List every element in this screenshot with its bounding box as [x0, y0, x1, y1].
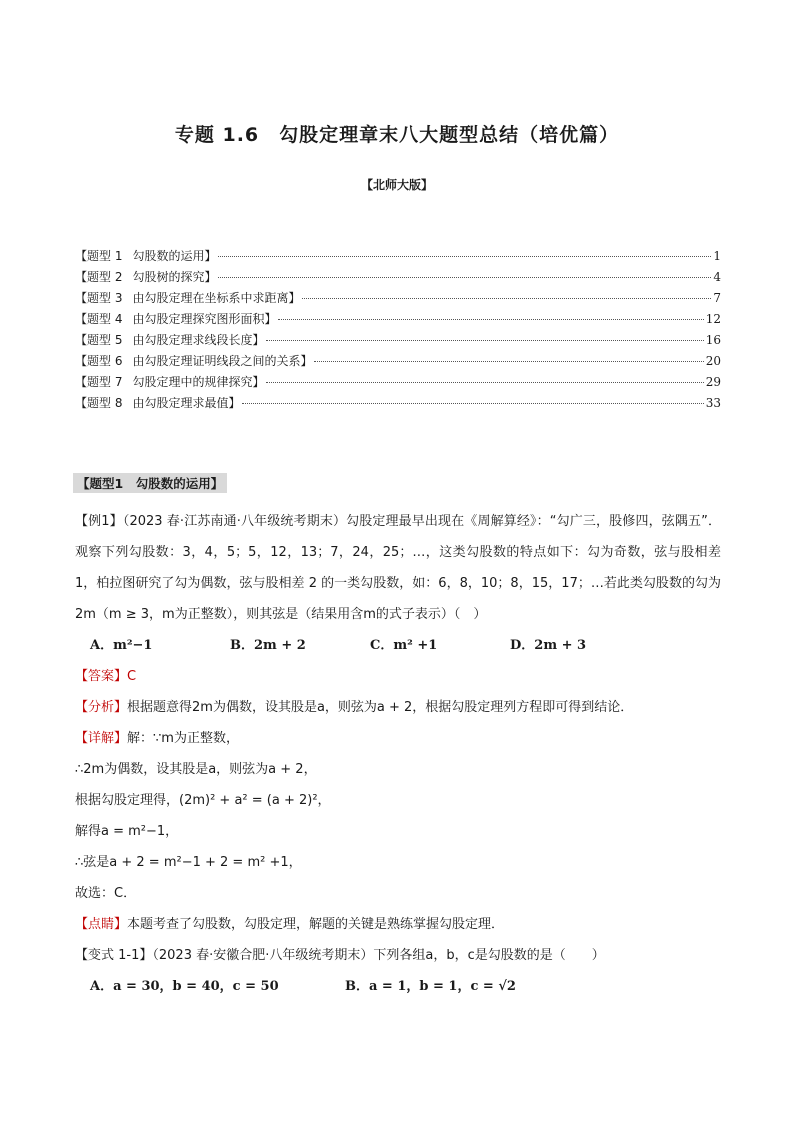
toc-leader	[218, 277, 711, 278]
option-d: D．2m + 3	[510, 638, 587, 653]
example-options	[75, 630, 721, 661]
variant-text: （2023 春·安徽合肥·八年级统考期末）下列各组a，b，c是勾股数的是（ ）	[152, 948, 605, 963]
example-label: 【例1】	[75, 514, 123, 529]
answer-line	[75, 661, 721, 692]
toc-page-number: 1	[713, 249, 721, 263]
toc-page-number: 20	[705, 354, 721, 368]
variant-question	[75, 940, 721, 971]
section-heading: 【题型1 勾股数的运用】	[73, 473, 227, 493]
analysis-line	[75, 692, 721, 723]
toc-entry[interactable]	[75, 373, 721, 394]
toc-page-number: 4	[713, 270, 721, 284]
answer-value: C	[127, 669, 137, 684]
toc-label: 【题型 7 勾股定理中的规律探究】	[75, 375, 265, 389]
variant-options	[75, 971, 721, 1002]
toc-entry[interactable]	[75, 268, 721, 289]
toc-page-number: 29	[705, 375, 721, 389]
edition-subtitle: 【北师大版】	[360, 178, 433, 192]
comment-label: 【点睛】	[75, 917, 128, 932]
toc-leader	[302, 298, 711, 299]
problem-body	[75, 506, 721, 1002]
option-b: B．a = 1，b = 1，c = √2	[345, 979, 516, 994]
toc-leader	[266, 340, 703, 341]
toc-leader	[266, 382, 703, 383]
example-question	[75, 506, 721, 630]
option-b: B．2m + 2	[230, 638, 306, 653]
detail-line	[75, 723, 721, 754]
toc-label: 【题型 6 由勾股定理证明线段之间的关系】	[75, 354, 313, 368]
page-title: 专题 1.6 勾股定理章末八大题型总结（培优篇）	[174, 124, 620, 146]
detail-line: 解得a = m²−1，	[75, 824, 179, 839]
toc-label: 【题型 4 由勾股定理探究图形面积】	[75, 312, 277, 326]
toc-leader	[314, 361, 703, 362]
variant-label: 【变式 1-1】	[75, 948, 153, 963]
detail-text: 解：∵m为正整数，	[127, 731, 239, 746]
analysis-label: 【分析】	[75, 700, 128, 715]
toc-leader	[278, 319, 703, 320]
toc-entry[interactable]	[75, 310, 721, 331]
toc-label: 【题型 8 由勾股定理求最值】	[75, 396, 241, 410]
analysis-text: 根据题意得2m为偶数，设其股是a，则弦为a + 2，根据勾股定理列方程即可得到结论．	[127, 700, 634, 715]
toc-entry[interactable]	[75, 289, 721, 310]
detail-line: 故选：C．	[75, 886, 137, 901]
detail-line: ∴弦是a + 2 = m²−1 + 2 = m² +1，	[75, 855, 302, 870]
toc-page-number: 16	[705, 333, 721, 347]
toc-leader	[242, 403, 703, 404]
toc-label: 【题型 1 勾股数的运用】	[75, 249, 217, 263]
toc-page-number: 12	[705, 312, 721, 326]
toc-label: 【题型 2 勾股树的探究】	[75, 270, 217, 284]
toc-entry[interactable]	[75, 394, 721, 415]
example-text: （2023 春·江苏南通·八年级统考期末）勾股定理最早出现在《周解算经》：“勾广三，股修四，弦隅五”．观察下列勾股数：3，4，5；5，12，13；7，24，25；…，这类勾股数的特点如下：勾为奇数，弦与股相差 1，柏拉图研究了勾为偶数，弦与股相差 2 的一类勾股数，如：6，8，10；8，15，17；…若此类勾股数的勾为2m（m ≥ 3，m为正整数），则其弦是（结果用含m的式子表示）（ ）	[75, 514, 721, 622]
toc-leader	[218, 256, 711, 257]
detail-line: ∴2m为偶数，设其股是a，则弦为a + 2，	[75, 762, 317, 777]
table-of-contents	[75, 247, 721, 415]
option-a: A．a = 30，b = 40，c = 50	[90, 979, 279, 994]
toc-label: 【题型 5 由勾股定理求线段长度】	[75, 333, 265, 347]
toc-page-number: 33	[705, 396, 721, 410]
toc-label: 【题型 3 由勾股定理在坐标系中求距离】	[75, 291, 301, 305]
option-a: A．m²−1	[90, 638, 153, 653]
comment-line	[75, 909, 721, 940]
option-c: C．m² +1	[370, 638, 438, 653]
answer-label: 【答案】	[75, 669, 128, 684]
detail-label: 【详解】	[75, 731, 128, 746]
comment-text: 本题考查了勾股数，勾股定理，解题的关键是熟练掌握勾股定理．	[127, 917, 505, 932]
toc-entry[interactable]	[75, 352, 721, 373]
toc-page-number: 7	[713, 291, 721, 305]
toc-entry[interactable]	[75, 247, 721, 268]
detail-line: 根据勾股定理得，(2m)² + a² = (a + 2)²，	[75, 793, 331, 808]
toc-entry[interactable]	[75, 331, 721, 352]
